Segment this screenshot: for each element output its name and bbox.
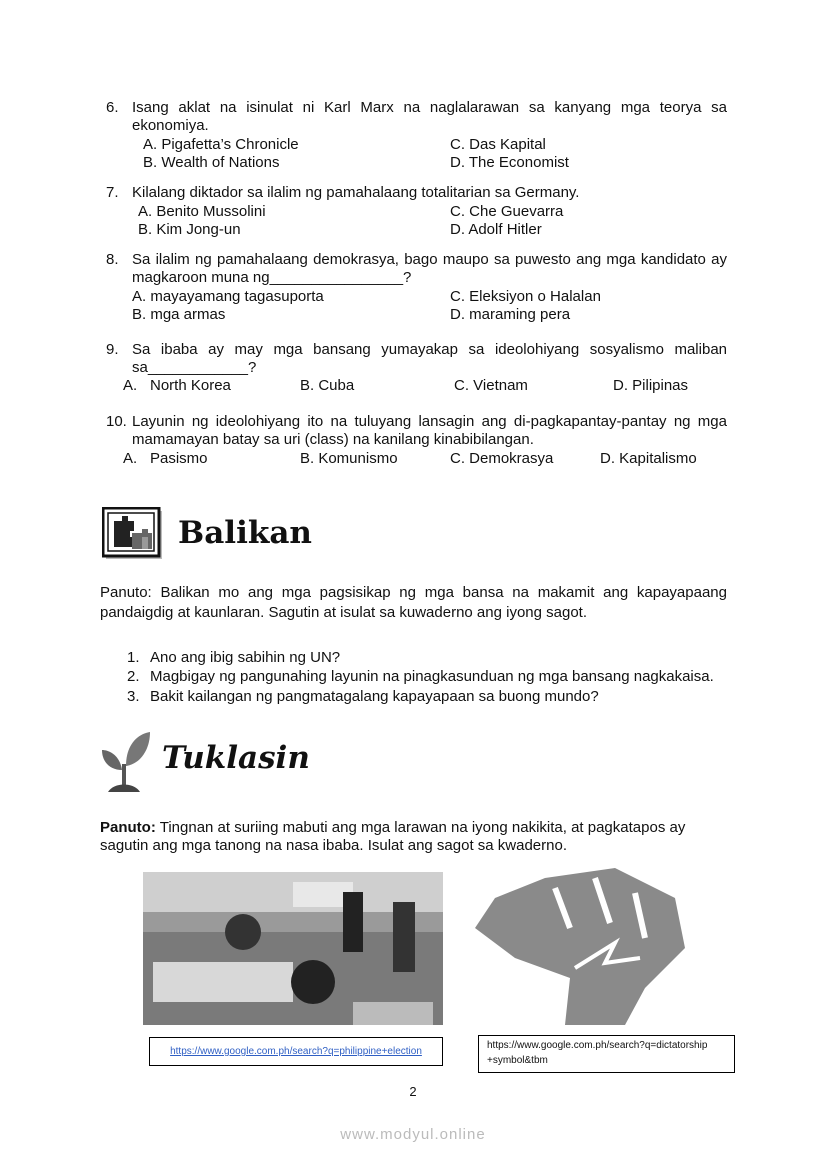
- q8-option-d: D. maraming pera: [450, 306, 571, 323]
- q8-option-b: B. mga armas: [132, 306, 226, 323]
- q10-number: 10.: [106, 413, 127, 430]
- q9-option-b: B. Cuba: [300, 377, 355, 394]
- balikan-item-2: Magbigay ng pangunahing layunin na pinagkasunduan ng mga bansang nagkakaisa.: [150, 668, 714, 685]
- tuklasin-panuto-cont: sagutin ang mga tanong na nasa ibaba. Isulat ang sagot sa kwaderno.: [100, 837, 567, 854]
- q10-option-c: C. Demokrasya: [450, 450, 554, 467]
- q6-option-c: C. Das Kapital: [450, 136, 546, 153]
- balikan-item-2-number: 2.: [127, 668, 140, 685]
- q9-number: 9.: [106, 341, 119, 358]
- page-number: 2: [409, 1084, 417, 1099]
- election-photo: [143, 872, 443, 1025]
- q8-text-cont: magkaroon muna ng________________?: [132, 269, 412, 286]
- seedling-icon: [100, 730, 152, 792]
- q10-option-a-letter: A.: [123, 450, 138, 467]
- balikan-item-1: Ano ang ibig sabihin ng UN?: [150, 649, 341, 666]
- q6-number: 6.: [106, 99, 119, 116]
- balikan-panuto: Panuto: Balikan mo ang mga pagsisikap ng mga bansa na makamit ang kapayapaang: [100, 584, 727, 601]
- q6-option-a: A. Pigafetta’s Chronicle: [143, 136, 299, 153]
- q6-text: Isang aklat na isinulat ni Karl Marx na naglalarawan sa kanyang mga teorya sa: [132, 99, 727, 116]
- q7-option-d: D. Adolf Hitler: [450, 221, 542, 238]
- q7-option-b: B. Kim Jong-un: [138, 221, 241, 238]
- q7-option-a: A. Benito Mussolini: [138, 203, 266, 220]
- q6-text-cont: ekonomiya.: [132, 117, 209, 134]
- q7-number: 7.: [106, 184, 119, 201]
- balikan-item-3: Bakit kailangan ng pangmatagalang kapayapaan sa buong mundo?: [150, 688, 599, 705]
- balikan-heading: Balikan: [178, 515, 312, 551]
- q9-text-cont: sa____________?: [132, 359, 257, 376]
- balikan-item-1-number: 1.: [127, 649, 140, 666]
- q9-option-a: North Korea: [150, 377, 231, 394]
- q7-text: Kilalang diktador sa ilalim ng pamahalaang totalitarian sa Germany.: [132, 184, 580, 201]
- balikan-panuto-cont: pandaigdig at kaunlaran. Sagutin at isulat sa kuwaderno ang iyong sagot.: [100, 604, 588, 621]
- raised-fist-image: [475, 868, 715, 1025]
- q9-option-a-letter: A.: [123, 377, 138, 394]
- q8-option-c: C. Eleksiyon o Halalan: [450, 288, 601, 305]
- tuklasin-heading: Tuklasin: [162, 740, 310, 776]
- q10-option-a: Pasismo: [150, 450, 208, 467]
- q8-option-a: A. mayayamang tagasuporta: [132, 288, 324, 305]
- q10-option-d: D. Kapitalismo: [600, 450, 697, 467]
- q7-option-c: C. Che Guevarra: [450, 203, 564, 220]
- tuklasin-panuto-label: Panuto:: [100, 819, 156, 836]
- q10-text: Layunin ng ideolohiyang ito na tuluyang lansagin ang di-pagkapantay-pantay ng mga: [132, 413, 727, 430]
- q6-option-d: D. The Economist: [450, 154, 569, 171]
- q9-option-c: C. Vietnam: [454, 377, 528, 394]
- fist-source-box: [478, 1035, 735, 1073]
- photo-source-link-box: [149, 1037, 443, 1066]
- watermark: www.modyul.online: [340, 1126, 486, 1143]
- q9-text: Sa ibaba ay may mga bansang yumayakap sa ideolohiyang sosyalismo maliban: [132, 341, 727, 358]
- q10-text-cont: mamamayan batay sa uri (class) na kanilang kinabibilangan.: [132, 431, 534, 448]
- q8-number: 8.: [106, 251, 119, 268]
- tuklasin-panuto: Tingnan at suriing mabuti ang mga larawan na iyong nakikita, at pagkatapos ay: [155, 819, 686, 836]
- fist-source-text-cont: +symbol&tbm: [487, 1055, 548, 1066]
- balikan-item-3-number: 3.: [127, 688, 140, 705]
- puzzle-icon: [102, 507, 164, 561]
- q6-option-b: B. Wealth of Nations: [143, 154, 280, 171]
- fist-source-text: https://www.google.com.ph/search?q=dictatorship: [487, 1040, 708, 1051]
- q8-text: Sa ilalim ng pamahalaang demokrasya, bago maupo sa puwesto ang mga kandidato ay: [132, 251, 727, 268]
- q9-option-d: D. Pilipinas: [613, 377, 689, 394]
- photo-source-link[interactable]: https://www.google.com.ph/search?q=philippine+election: [170, 1046, 422, 1057]
- q10-option-b: B. Komunismo: [300, 450, 398, 467]
